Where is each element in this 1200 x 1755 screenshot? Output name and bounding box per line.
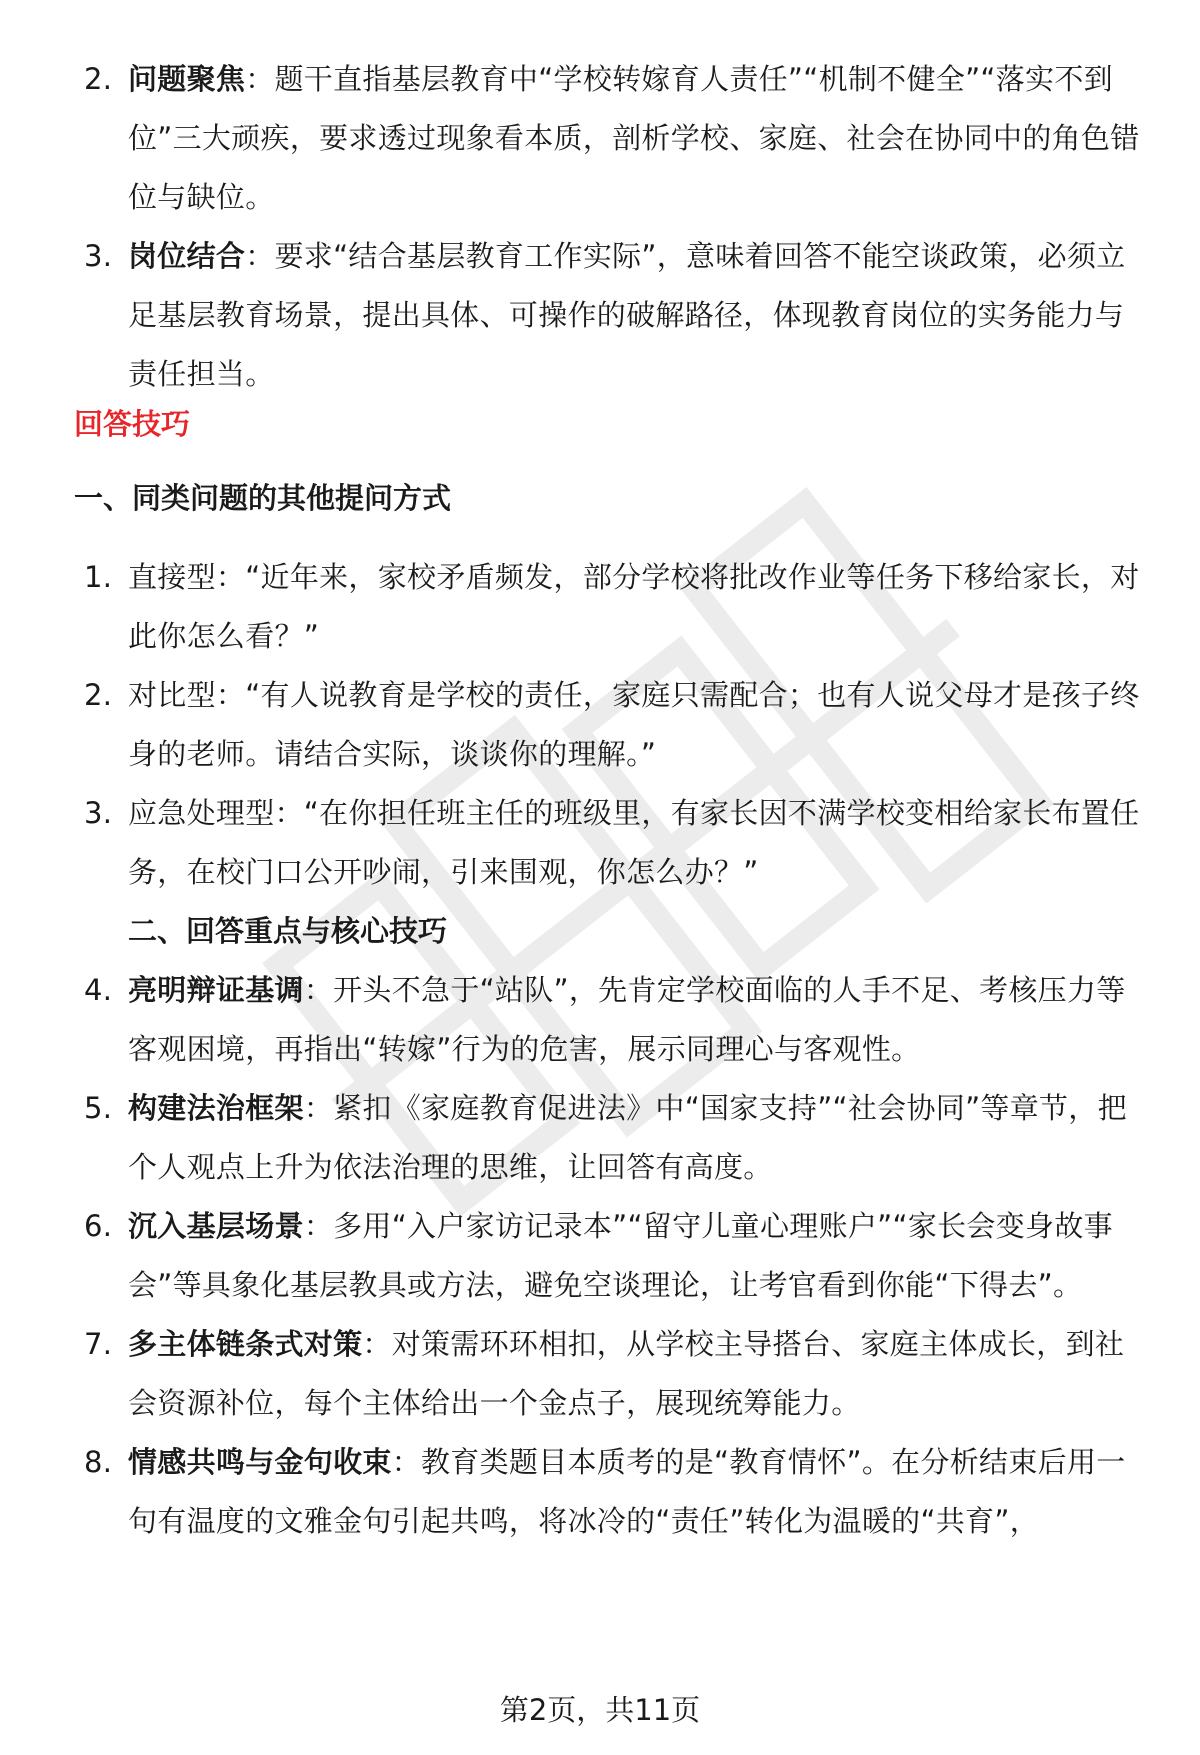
section-two-title: 二、回答重点与核心技巧 <box>128 914 448 948</box>
item-keyword: 构建法治框架 <box>128 1091 304 1125</box>
item-number: 3. <box>84 796 113 830</box>
list-item <box>74 1315 1144 1433</box>
item-text: 应急处理型：“在你担任班主任的班级里，有家长因不满学校变相给家长布置任务，在校门口公开吵闹，引来围观，你怎么办？” <box>128 796 1140 889</box>
item-number: 1. <box>84 560 113 594</box>
section-one-list <box>74 548 1144 902</box>
top-list <box>74 50 1144 404</box>
list-item <box>74 1197 1144 1315</box>
item-keyword: 沉入基层场景 <box>128 1209 304 1243</box>
section-one-block <box>74 548 1144 1551</box>
list-item <box>74 227 1144 404</box>
list-item <box>74 548 1144 666</box>
item-text: ：多用“入户家访记录本”“留守儿童心理账户”“家长会变身故事会”等具象化基层教具或方法，避免空谈理论，让考官看到你能“下得去”。 <box>128 1209 1113 1302</box>
list-item <box>74 961 1144 1079</box>
item-number: 6. <box>84 1209 113 1243</box>
list-item <box>74 1433 1144 1551</box>
list-item <box>74 1079 1144 1197</box>
list-item <box>74 50 1144 227</box>
item-text: ：开头不急于“站队”，先肯定学校面临的人手不足、考核压力等客观困境，再指出“转嫁”行为的危害，展示同理心与客观性。 <box>128 973 1126 1066</box>
item-keyword: 岗位结合 <box>128 239 246 273</box>
item-keyword: 多主体链条式对策 <box>128 1327 363 1361</box>
item-keyword: 亮明辩证基调 <box>128 973 304 1007</box>
item-keyword: 情感共鸣与金句收束 <box>128 1445 392 1479</box>
item-text: ：题干直指基层教育中“学校转嫁育人责任”“机制不健全”“落实不到位”三大顽疾，要求透过现象看本质，剖析学校、家庭、社会在协同中的角色错位与缺位。 <box>128 62 1140 214</box>
item-text: ：教育类题目本质考的是“教育情怀”。在分析结束后用一句有温度的文雅金句引起共鸣，将冰冷的“责任”转化为温暖的“共育”， <box>128 1445 1126 1538</box>
answer-tips-title: 回答技巧 <box>74 407 191 441</box>
item-number: 3. <box>84 239 113 273</box>
item-keyword: 问题聚焦 <box>128 62 246 96</box>
top-list-block <box>74 50 1144 404</box>
item-text: ：要求“结合基层教育工作实际”，意味着回答不能空谈政策，必须立足基层教育场景，提出具体、可操作的破解路径，体现教育岗位的实务能力与责任担当。 <box>128 239 1126 391</box>
item-text: 直接型：“近年来，家校矛盾频发，部分学校将批改作业等任务下移给家长，对此你怎么看？” <box>128 560 1140 653</box>
item-text: ：对策需环环相扣，从学校主导搭台、家庭主体成长，到社会资源补位，每个主体给出一个金点子，展现统筹能力。 <box>128 1327 1125 1420</box>
list-item <box>74 666 1144 784</box>
page-number: 第2页，共11页 <box>499 1693 701 1727</box>
item-number: 4. <box>84 973 113 1007</box>
list-item <box>74 784 1144 902</box>
item-text: ：紧扣《家庭教育促进法》中“国家支持”“社会协同”等章节，把个人观点上升为依法治理的思维，让回答有高度。 <box>128 1091 1127 1184</box>
item-number: 2. <box>84 678 113 712</box>
item-number: 2. <box>84 62 113 96</box>
item-number: 7. <box>84 1327 113 1361</box>
section-two-list <box>74 961 1144 1551</box>
section-one-title: 一、同类问题的其他提问方式 <box>74 481 452 515</box>
item-number: 5. <box>84 1091 113 1125</box>
item-number: 8. <box>84 1445 113 1479</box>
item-text: 对比型：“有人说教育是学校的责任，家庭只需配合；也有人说父母才是孩子终身的老师。请结合实际，谈谈你的理解。” <box>128 678 1140 771</box>
